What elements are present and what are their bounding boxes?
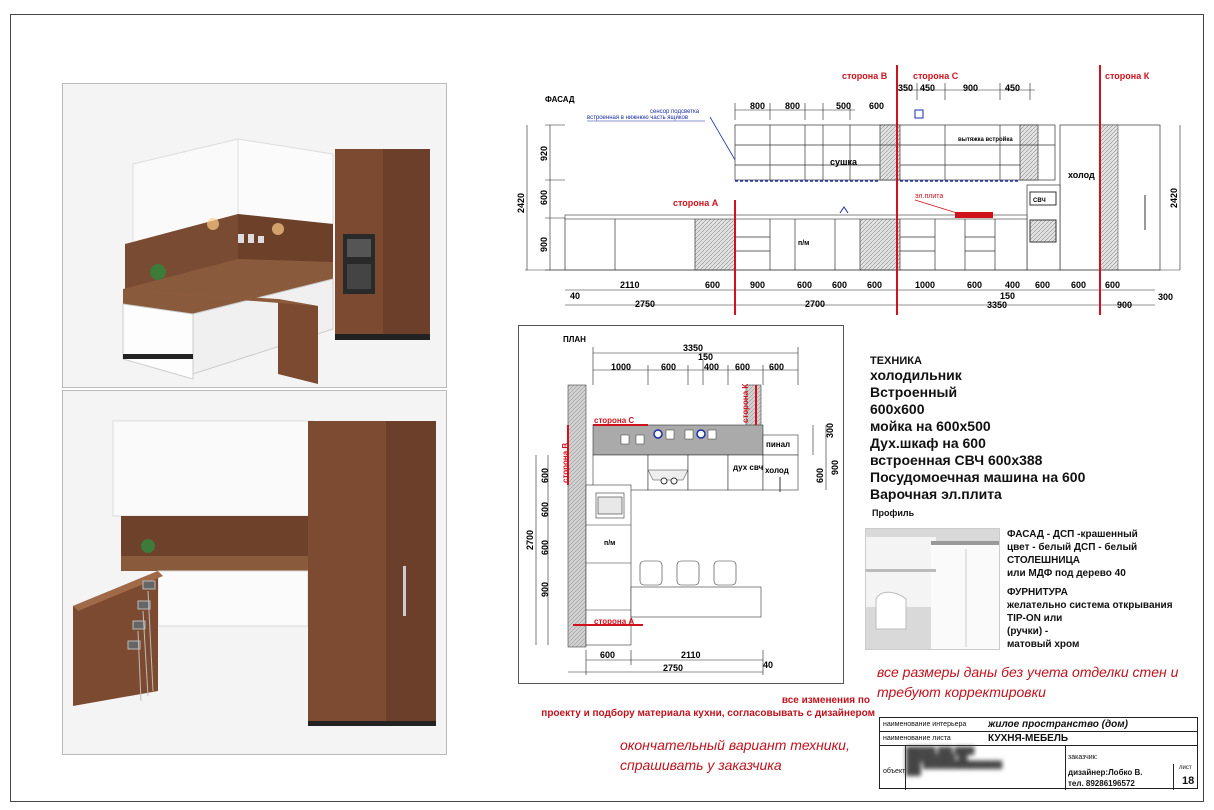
object-address-redacted: ██████ ███ ████ ██████████ ██ ███ ████████████████ ███ [906, 748, 1003, 776]
changes-note-2: проекту и подбору материала кухни, согласовывать с дизайнером [541, 708, 875, 719]
facade-bottom-dim: 600 [1035, 280, 1051, 290]
plan-left-dim-3: 600 [540, 539, 550, 555]
facade-side-a: сторона А [673, 198, 719, 208]
title-row-sheet-name [880, 732, 1197, 746]
interior-label: наименование интерьера [883, 721, 967, 728]
plan-top-dim-400: 400 [704, 362, 720, 372]
facade-bottom-dim: 300 [1158, 292, 1174, 302]
facade-bottom-dim: 150 [1000, 291, 1016, 301]
plan-left-dim-4: 900 [540, 581, 550, 597]
facade-top-dim-3: 500 [836, 101, 852, 111]
dimensions-note: все размеры даны без учета отделки стен и требуют корректировки [877, 664, 1179, 700]
facade-bottom-dim: 1000 [915, 280, 936, 290]
sheet-name-value: КУХНЯ-МЕБЕЛЬ [988, 733, 1069, 744]
plan-top-dim-600b: 600 [735, 362, 751, 372]
facade-bottom-dim: 600 [797, 280, 813, 290]
plan-dishwasher-label: п/м [604, 540, 616, 547]
sheet-number-label: лист [1179, 765, 1192, 771]
plan-left-dim-2700: 2700 [525, 529, 535, 550]
facade-bottom-dim: 600 [1071, 280, 1087, 290]
kitchen-render-bottom-image [63, 391, 446, 754]
materials-line: TIP-ON или [1007, 613, 1063, 624]
final-tech-note-2: спрашивать у заказчика [620, 757, 782, 773]
plan-right-dim-300: 300 [825, 422, 835, 438]
designer-name: дизайнер:Лобко В. [1068, 768, 1143, 777]
plan-label: ПЛАН [563, 335, 586, 344]
plan-top-dim-600c: 600 [769, 362, 785, 372]
materials-block [1007, 528, 1202, 651]
facade-top-dim-7: 900 [963, 83, 979, 93]
technics-line: холодильник [870, 367, 962, 383]
plan-top-dim-3350: 3350 [683, 343, 704, 353]
title-block [879, 717, 1198, 789]
facade-side-dim-2420: 2420 [516, 192, 526, 213]
facade-bottom-dim: 900 [750, 280, 766, 290]
plan-side-c: сторона С [594, 416, 635, 425]
technics-line: Встроенный [870, 384, 958, 400]
plan-bottom-dim-40: 40 [763, 660, 774, 670]
technics-line: 600х600 [870, 401, 925, 417]
plan-side-k: сторона К [741, 383, 750, 423]
profile-photo [865, 528, 1000, 650]
facade-bottom-dim: 3350 [987, 300, 1008, 310]
sensor-note-1: сенсор подсветка [650, 109, 700, 115]
facade-side-c: сторона С [913, 71, 959, 81]
plan-top-dim-1000: 1000 [611, 362, 632, 372]
dishwasher-label: п/м [798, 240, 810, 247]
plan-top-dim-150: 150 [698, 352, 714, 362]
facade-bottom-dim: 2110 [620, 280, 640, 290]
title-divider [1173, 764, 1174, 790]
facade-side-dim-600: 600 [539, 189, 549, 205]
technics-line: Варочная эл.плита [870, 486, 1002, 502]
object-label: объект [883, 768, 906, 775]
hob-marker [955, 212, 993, 218]
facade-right-dim: 2420 [1169, 187, 1179, 208]
facade-top-dim-1: 800 [750, 101, 766, 111]
facade-side-dim-900: 900 [539, 236, 549, 252]
facade-bottom-dims-row1 [620, 280, 1120, 290]
technics-block [870, 355, 1170, 503]
facade-label: ФАСАД [545, 95, 575, 104]
facade-bottom-dim: 600 [867, 280, 883, 290]
materials-line: СТОЛЕШНИЦА [1007, 555, 1081, 566]
dryer-label: сушка [830, 157, 858, 167]
changes-note-1: все изменения по [781, 695, 870, 706]
materials-line: ФУРНИТУРА [1007, 587, 1068, 598]
hood-label: вытяжка встройка [958, 137, 1013, 143]
materials-line: ФАСАД - ДСП -крашенный [1007, 529, 1138, 540]
hob-label: эл.плита [915, 193, 944, 200]
facade-bottom-dims-row2 [570, 291, 1173, 310]
plan-bottom-dim-2750: 2750 [663, 663, 684, 673]
sheet-number: 18 [1182, 775, 1195, 787]
kitchen-render-top [62, 83, 447, 388]
designer-phone: тел. 89286196572 [1068, 779, 1135, 788]
fridge-label: холод [1068, 170, 1095, 180]
plan-drawing [518, 325, 848, 685]
plan-penal-label: пинал [766, 440, 791, 449]
facade-bottom-dim: 2700 [805, 299, 826, 309]
plan-left-dim-1: 600 [540, 467, 550, 483]
materials-line: или МДФ под дерево 40 [1007, 568, 1126, 579]
facade-top-dim-4: 600 [869, 101, 885, 111]
plan-side-b: сторона В [561, 442, 570, 483]
facade-side-dim-920: 920 [539, 145, 549, 161]
plan-bottom-dim-600: 600 [600, 650, 616, 660]
sensor-note-2: встроенная в нижнюю часть ящиков [587, 115, 689, 121]
facade-bottom-dim: 40 [570, 291, 581, 301]
client-label: заказчик: [1068, 754, 1098, 761]
kitchen-render-top-image [63, 84, 446, 387]
profile-photo-image [866, 529, 999, 649]
profile-label: Профиль [872, 508, 915, 518]
sheet-name-label: наименование листа [883, 735, 951, 742]
microwave-label: СВЧ [1033, 198, 1046, 204]
plan-oven-label: дух свч [733, 463, 764, 472]
technics-title: ТЕХНИКА [870, 355, 922, 367]
facade-bottom-dim: 900 [1117, 300, 1133, 310]
plan-bottom-dim-2110: 2110 [681, 650, 701, 660]
technics-line: встроенная СВЧ 600х388 [870, 452, 1043, 468]
plan-right-dim-900: 900 [830, 459, 840, 475]
materials-line: цвет - белый ДСП - белый [1007, 542, 1138, 553]
facade-bottom-dim: 400 [1005, 280, 1021, 290]
interior-value: жилое пространство (дом) [988, 719, 1128, 730]
materials-line: желательно система открывания [1007, 600, 1173, 611]
facade-bottom-dim: 600 [967, 280, 983, 290]
materials-line: (ручки) - [1007, 626, 1049, 637]
facade-side-k: сторона К [1105, 71, 1150, 81]
plan-side-a: сторона А [594, 617, 635, 626]
facade-drawing [505, 65, 1205, 320]
materials-line: матовый хром [1007, 639, 1080, 650]
technics-line: Посудомоечная машина на 600 [870, 469, 1086, 485]
technics-line: мойка на 600х500 [870, 418, 991, 434]
facade-bottom-dim: 2750 [635, 299, 656, 309]
title-divider [1065, 746, 1066, 790]
facade-top-dim-5: 350 [898, 83, 914, 93]
title-row-interior [880, 718, 1197, 732]
facade-top-dim-6: 450 [920, 83, 936, 93]
facade-side-b: сторона В [842, 71, 888, 81]
technics-line: Дух.шкаф на 600 [870, 435, 986, 451]
plan-top-dim-600a: 600 [661, 362, 677, 372]
title-row-object [880, 746, 1197, 790]
facade-top-dim-2: 800 [785, 101, 801, 111]
facade-bottom-dim: 600 [1105, 280, 1121, 290]
kitchen-render-bottom [62, 390, 447, 755]
plan-fridge-label: холод [765, 466, 789, 475]
facade-bottom-dim: 600 [705, 280, 721, 290]
facade-bottom-dim: 600 [832, 280, 848, 290]
facade-top-dim-8: 450 [1005, 83, 1021, 93]
plan-right-dim-600: 600 [815, 467, 825, 483]
final-tech-note-1: окончательный вариант техники, [620, 737, 850, 753]
plan-left-dim-2: 600 [540, 501, 550, 517]
